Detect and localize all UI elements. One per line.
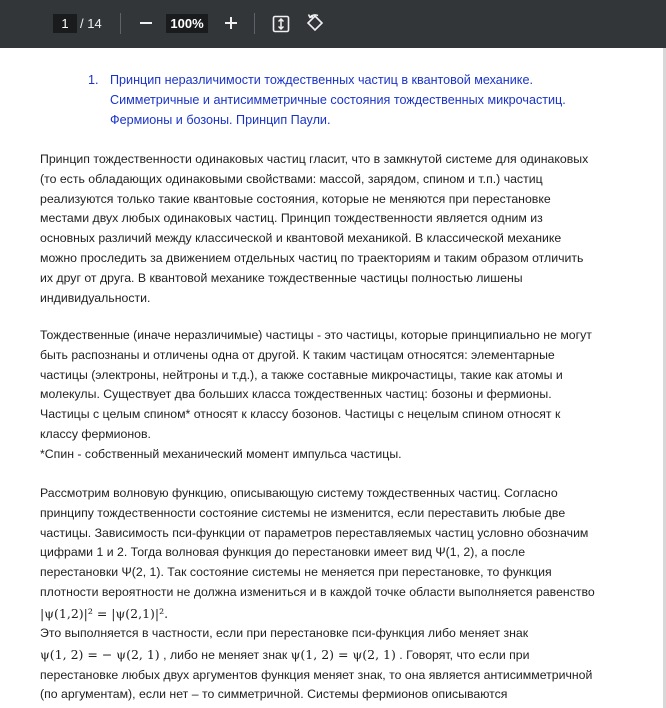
- footnote-line: *Спин - собственный механический момент импульса частицы.: [40, 446, 402, 461]
- zoom-out-icon[interactable]: [137, 12, 155, 34]
- page-number-input[interactable]: 1: [53, 14, 77, 33]
- text-line: частицы. Зависимость пси-функции от параметров переставляемых частиц условно обозначим: [40, 525, 589, 540]
- formula-antisymmetric: ψ(1, 2) = − ψ(2, 1): [40, 646, 160, 662]
- formula-probability-equality: |ψ(1,2)|² = |ψ(2,1)|².: [40, 605, 169, 621]
- text-line: Рассмотрим волновую функцию, описывающую систему тождественных частиц. Согласно: [40, 486, 558, 500]
- text-line: их друг от друга. В квантовой механике тождественные частицы полностью лишены: [40, 270, 523, 285]
- text-line: перестановки Ψ(2, 1). Так состояние системы не меняется при перестановке, то функция: [40, 565, 552, 580]
- text-line: (то есть обладающих одинаковыми свойствами: массой, зарядом, спином и т.п.) частиц: [40, 171, 543, 186]
- text-line: можно проследить за движением отдельных частиц по траекториям и таким образом отличить: [40, 250, 584, 265]
- text-line: основных различий между классической и квантовой механикой. В классической механике: [40, 231, 562, 246]
- text-line: Принцип тождественности одинаковых частиц гласит, что в замкнутой системе для одинаковых: [40, 152, 589, 166]
- fit-to-page-icon[interactable]: [271, 14, 291, 34]
- formula-text: , либо не меняет знак: [163, 647, 288, 662]
- formula-line: [40, 644, 625, 666]
- text-line: быть распознаны и отличены одна от другой. К таким частицам относятся: элементарные: [40, 347, 555, 362]
- heading-number: 1.: [88, 73, 99, 87]
- paragraph-wave-function: [40, 484, 625, 705]
- text-line: принципу тождественности состояние системы не изменится, если переставить любые две: [40, 505, 566, 520]
- formula-symmetric: ψ(1, 2) = ψ(2, 1): [290, 646, 396, 662]
- heading-line: Принцип неразличимости тождественных частиц в квантовой механике.: [110, 73, 533, 87]
- text-line: Это выполняется в частности, если при перестановке пси-функция либо меняет знак: [40, 625, 529, 640]
- pdf-toolbar: [0, 0, 666, 48]
- paragraph-identity-principle: [40, 150, 625, 308]
- text-line: местами двух любых одинаковых частиц. Принцип тождественности является одним из: [40, 211, 543, 226]
- heading-line: Фермионы и бозоны. Принцип Паули.: [110, 113, 331, 127]
- page-total: / 14: [80, 16, 102, 31]
- text-line: молекулы. Существует два больших класса тождественных частиц: бозоны и фермионы.: [40, 387, 552, 402]
- text-line: (по аргументам), если нет – то симметричной. Системы фермионов описываются: [40, 687, 508, 702]
- text-line: цифрами 1 и 2. Тогда волновая функция до перестановки имеет вид Ψ(1, 2), а после: [40, 545, 526, 560]
- zoom-in-icon[interactable]: [222, 12, 240, 34]
- formula-text: . Говорят, что если при: [399, 647, 530, 662]
- text-line: классу фермионов.: [40, 426, 151, 441]
- rotate-icon[interactable]: [305, 13, 325, 33]
- text-line: плотности вероятности не должна измениться и в каждой точке области выполняется равенство: [40, 584, 595, 599]
- text-line: Тождественные (иначе неразличимые) частицы - это частицы, которые принципиально не могут: [40, 328, 592, 342]
- text-line: реализуются только такие квантовые состояния, которые не меняются при перестановке: [40, 191, 551, 206]
- toolbar-divider: [120, 13, 121, 34]
- text-line: частицы (электроны, нейтроны и т.д.), а также составные микрочастицы, такие как атомы и: [40, 367, 563, 382]
- document-page: [0, 48, 666, 708]
- toolbar-divider: [254, 13, 255, 34]
- zoom-level-input[interactable]: 100%: [166, 14, 208, 33]
- section-heading: [88, 70, 608, 130]
- heading-line: Симметричные и антисимметричные состояния тождественных микрочастиц.: [110, 93, 566, 107]
- text-line: индивидуальности.: [40, 290, 151, 305]
- text-line: Частицы с целым спином* относят к классу бозонов. Частицы с нецелым спином относят к: [40, 407, 561, 422]
- text-line: перестановке любых двух аргументов функция меняет знак, то она является антисимметричной: [40, 667, 593, 682]
- paragraph-identical-particles: [40, 326, 625, 465]
